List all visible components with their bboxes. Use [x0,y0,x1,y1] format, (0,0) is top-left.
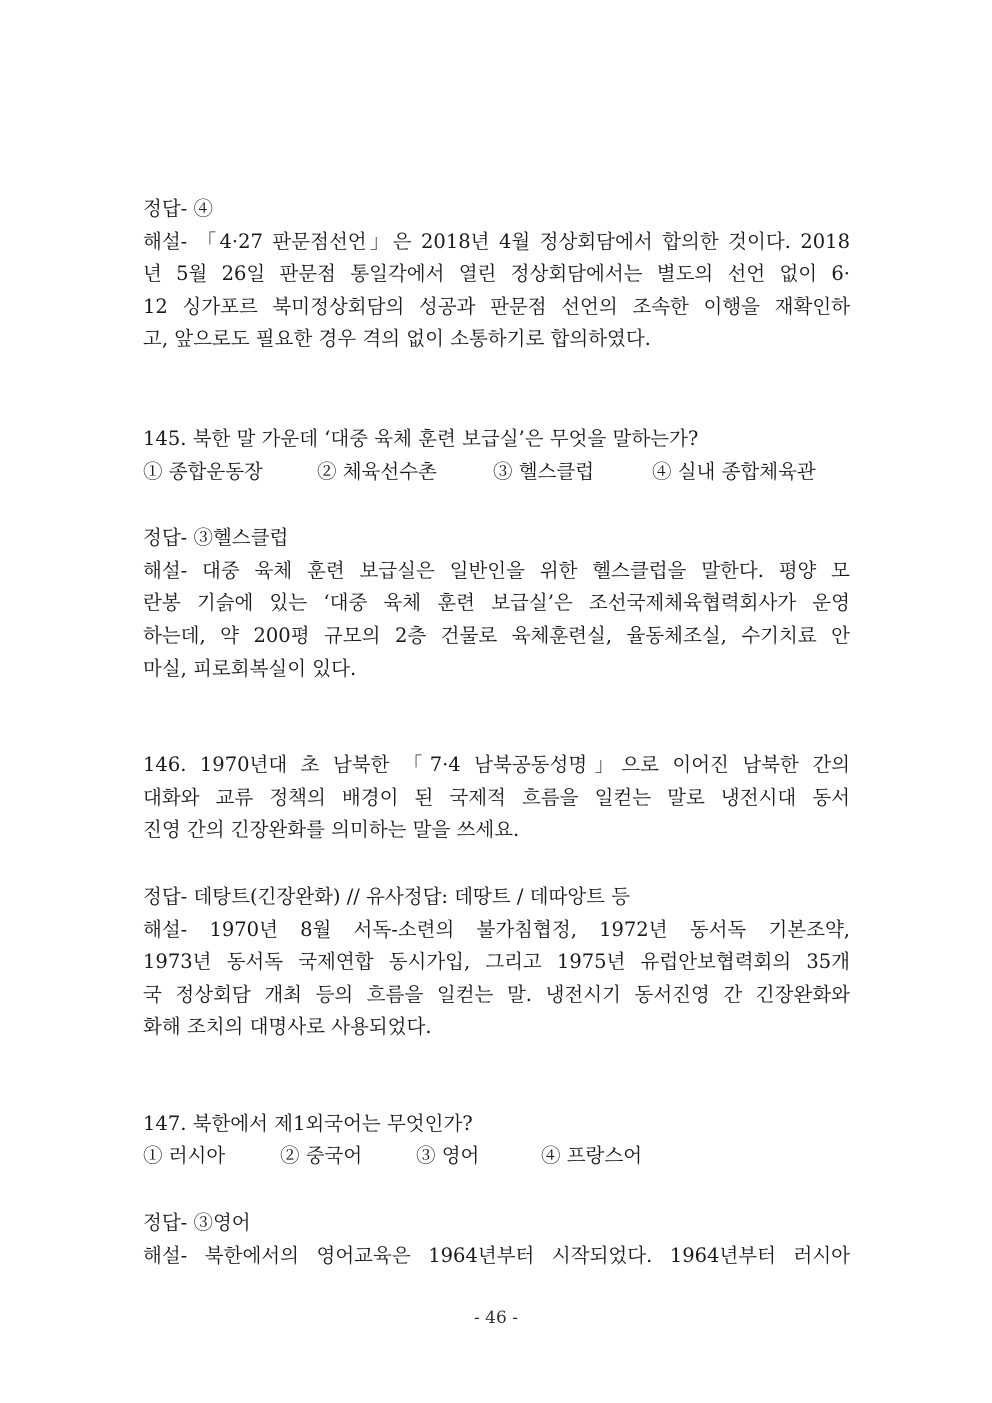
q145-explanation-line: 마실, 피로회복실이 있다. [143,656,357,680]
q144-explanation-line: 년 5월 26일 판문점 통일각에서 열린 정상회담에서는 별도의 선언 없이 6· [143,262,850,286]
q146-question-line: 146. 1970년대 초 남북한 「7·4 남북공동성명」으로 이어진 남북한 간의 [143,753,850,777]
q147-question: 147. 북한에서 제1외국어는 무엇인가? [143,1111,473,1135]
q146-explanation-line: 해설- 1970년 8월 서독-소련의 불가침협정, 1972년 동서독 기본조약, [143,917,850,941]
q147-choices [143,1140,850,1173]
page-body [143,193,850,1272]
page-number: - 46 - [474,1308,518,1328]
choice-4: ④ 실내 종합체육관 [652,459,816,483]
choice-3: ③ 헬스클럽 [493,459,595,483]
q145-explanation-line: 하는데, 약 200평 규모의 2층 건물로 육체훈련실, 율동체조실, 수기치료 안 [143,623,850,647]
q144-explanation-line: 12 싱가포르 북미정상회담의 성공과 판문점 선언의 조속한 이행을 재확인하 [143,294,850,318]
choice-4: ④ 프랑스어 [541,1144,643,1168]
q146-explanation-line: 1973년 동서독 국제연합 동시가입, 그리고 1975년 유럽안보협력회의 35개 [143,950,850,974]
q146-answer: 정답- 데탕트(긴장완화) // 유사정답: 데땅트 / 데따앙트 등 [143,884,631,908]
choice-2: ② 체육선수촌 [317,459,437,483]
q145-explanation-line: 란봉 기슭에 있는 ‘대중 육체 훈련 보급실’은 조선국제체육협력회사가 운영 [143,591,850,615]
q146-question-line: 진영 간의 긴장완화를 의미하는 말을 쓰세요. [143,818,520,842]
q145-explanation-line: 해설- 대중 육체 훈련 보급실은 일반인을 위한 헬스클럽을 말한다. 평양 모 [143,558,850,582]
choice-1: ① 종합운동장 [143,459,263,483]
choice-1: ① 러시아 [143,1144,226,1168]
choice-2: ② 중국어 [280,1144,363,1168]
q147-explanation-line: 해설- 북한에서의 영어교육은 1964년부터 시작되었다. 1964년부터 러시아 [143,1243,850,1267]
q146-explanation-line: 국 정상회담 개최 등의 흐름을 일컫는 말. 냉전시기 동서진영 간 긴장완화와 [143,982,850,1006]
q147-answer: 정답- ③영어 [143,1211,251,1235]
choice-3: ③ 영어 [416,1144,480,1168]
q144-explanation-line: 고, 앞으로도 필요한 경우 격의 없이 소통하기로 합의하였다. [143,327,651,351]
q146-question-line: 대화와 교류 정책의 배경이 된 국제적 흐름을 일컫는 말로 냉전시대 동서 [143,785,850,809]
q145-question: 145. 북한 말 가운데 ‘대중 육체 훈련 보급실’은 무엇을 말하는가? [143,426,699,450]
q144-answer: 정답- ④ [143,197,213,220]
q144-explanation-line: 해설- 「4·27 판문점선언」은 2018년 4월 정상회담에서 합의한 것이다. 2018 [143,229,850,253]
q145-choices [143,456,850,489]
q145-answer: 정답- ③헬스클럽 [143,526,289,550]
q146-explanation-line: 화해 조치의 대명사로 사용되었다. [143,1015,432,1039]
